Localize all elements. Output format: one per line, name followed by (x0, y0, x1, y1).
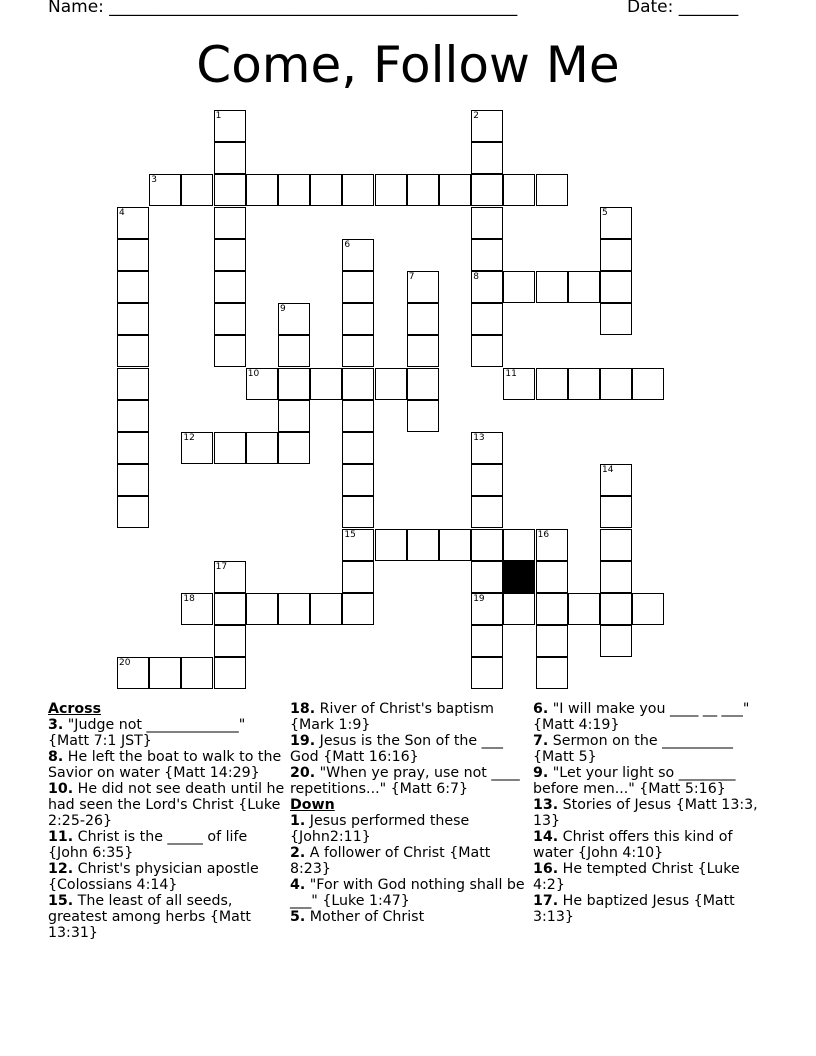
crossword-cell[interactable] (600, 303, 632, 335)
crossword-cell[interactable] (342, 593, 374, 625)
crossword-cell[interactable] (214, 303, 246, 335)
crossword-cell[interactable] (246, 368, 278, 400)
crossword-cell[interactable] (149, 174, 181, 206)
down-clue: 1. Jesus performed these {John2:11} (290, 813, 470, 845)
clue-number: 20 (119, 658, 131, 669)
down-heading: Down (290, 797, 335, 813)
crossword-cell[interactable] (117, 464, 149, 496)
across-clue: 11. Christ is the _____ of life {John 6:35} (48, 829, 248, 861)
clue-number: 11 (505, 368, 517, 379)
crossword-cell[interactable] (342, 529, 374, 561)
crossword-cell[interactable] (407, 271, 439, 303)
crossword-cell[interactable] (278, 593, 310, 625)
crossword-cell[interactable] (439, 529, 471, 561)
crossword-cell[interactable] (214, 174, 246, 206)
crossword-cell[interactable] (471, 174, 503, 206)
crossword-cell[interactable] (342, 335, 374, 367)
across-clue: 12. Christ's physician apostle {Colossians 4:14} (48, 861, 259, 893)
crossword-cell[interactable] (117, 271, 149, 303)
crossword-cell[interactable] (407, 303, 439, 335)
crossword-cell[interactable] (439, 174, 471, 206)
crossword-cell[interactable] (503, 593, 535, 625)
crossword-cell[interactable] (503, 271, 535, 303)
crossword-cell[interactable] (471, 464, 503, 496)
clue-number: 1 (215, 111, 222, 121)
down-clue: 6. "I will make you ____ __ ___" {Matt 4:19} (533, 701, 750, 733)
crossword-cell[interactable] (214, 593, 246, 625)
crossword-cell[interactable] (407, 174, 439, 206)
crossword-cell[interactable] (600, 239, 632, 271)
clues-column-1 (48, 701, 288, 941)
crossword-cell[interactable] (342, 464, 374, 496)
crossword-cell[interactable] (600, 593, 632, 625)
crossword-cell[interactable] (246, 432, 278, 464)
page-title: Come, Follow Me (196, 36, 620, 94)
crossword-cell[interactable] (600, 529, 632, 561)
blocked-cell (503, 561, 535, 593)
across-clue: 8. He left the boat to walk to the Savior on water {Matt 14:29} (48, 749, 282, 781)
down-clue: 17. He baptized Jesus {Matt 3:13} (533, 893, 735, 925)
crossword-cell[interactable] (600, 368, 632, 400)
crossword-cell[interactable] (342, 432, 374, 464)
clue-number: 16 (537, 529, 550, 540)
crossword-cell[interactable] (117, 303, 149, 335)
down-clue: 5. Mother of Christ (290, 909, 425, 925)
crossword-cell[interactable] (214, 271, 246, 303)
clue-number: 8 (473, 272, 479, 282)
down-clue: 9. "Let your light so ________ before men..." {Matt 5:16} (533, 765, 736, 797)
crossword-cell[interactable] (342, 271, 374, 303)
clue-number: 6 (344, 239, 351, 250)
crossword-cell[interactable] (536, 174, 568, 206)
crossword-cell[interactable] (310, 593, 342, 625)
crossword-cell[interactable] (117, 432, 149, 464)
crossword-cell[interactable] (536, 625, 568, 657)
crossword-cell[interactable] (278, 303, 310, 335)
crossword-cell[interactable] (568, 368, 600, 400)
down-clue: 16. He tempted Christ {Luke 4:2} (533, 861, 740, 893)
crossword-cell[interactable] (568, 593, 600, 625)
crossword-cell[interactable] (310, 368, 342, 400)
clues-column-3 (533, 701, 773, 925)
crossword-cell[interactable] (375, 529, 407, 561)
crossword-cell[interactable] (536, 271, 568, 303)
crossword-cell[interactable] (471, 593, 503, 625)
crossword-cell[interactable] (375, 174, 407, 206)
clue-number: 17 (215, 561, 228, 572)
crossword-cell[interactable] (117, 657, 149, 689)
crossword-cell[interactable] (214, 110, 246, 142)
crossword-cell[interactable] (600, 271, 632, 303)
crossword-cell[interactable] (600, 464, 632, 496)
crossword-cell[interactable] (600, 561, 632, 593)
date-field[interactable]: Date: _______ (627, 0, 739, 17)
crossword-cell[interactable] (600, 625, 632, 657)
clue-number: 4 (119, 207, 125, 218)
down-clue: 14. Christ offers this kind of water {John 4:10} (533, 829, 733, 861)
crossword-cell[interactable] (342, 496, 374, 528)
name-field[interactable]: Name: ________________________________________________ (48, 0, 518, 17)
crossword-cell[interactable] (375, 368, 407, 400)
crossword-cell[interactable] (342, 368, 374, 400)
clue-number: 14 (602, 465, 614, 476)
crossword-cell[interactable] (471, 432, 503, 464)
across-clue: 15. The least of all seeds, greatest among herbs {Matt 13:31} (48, 893, 251, 941)
clue-number: 13 (473, 433, 485, 443)
crossword-cell[interactable] (214, 657, 246, 689)
across-clue: 10. He did not see death until he had seen the Lord's Christ {Luke 2:25-26} (48, 781, 285, 829)
crossword-cell[interactable] (278, 174, 310, 206)
crossword-cell[interactable] (471, 271, 503, 303)
crossword-cell[interactable] (117, 400, 149, 432)
crossword-cell[interactable] (536, 561, 568, 593)
crossword-cell[interactable] (503, 174, 535, 206)
crossword-cell[interactable] (246, 174, 278, 206)
clue-number: 7 (408, 272, 415, 282)
crossword-cell[interactable] (214, 207, 246, 239)
crossword-cell[interactable] (214, 561, 246, 593)
crossword-cell[interactable] (278, 335, 310, 367)
crossword-cell[interactable] (600, 207, 632, 239)
crossword-cell[interactable] (471, 207, 503, 239)
crossword-cell[interactable] (214, 335, 246, 367)
clue-number: 18 (183, 594, 195, 604)
crossword-cell[interactable] (471, 657, 503, 689)
crossword-cell[interactable] (568, 271, 600, 303)
clue-number: 9 (280, 304, 286, 315)
crossword-cell[interactable] (600, 496, 632, 528)
across-clue: 19. Jesus is the Son of the ___ God {Matt 16:16} (290, 733, 503, 765)
crossword-cell[interactable] (471, 239, 503, 271)
crossword-cell[interactable] (342, 561, 374, 593)
crossword-cell[interactable] (471, 335, 503, 367)
crossword-cell[interactable] (214, 625, 246, 657)
crossword-cell[interactable] (503, 368, 535, 400)
crossword-cell[interactable] (246, 593, 278, 625)
crossword-cell[interactable] (471, 561, 503, 593)
crossword-cell[interactable] (407, 529, 439, 561)
down-clue: 2. A follower of Christ {Matt 8:23} (290, 845, 491, 877)
across-clue: 3. "Judge not _____________" {Matt 7:1 JST} (48, 717, 246, 749)
crossword-cell[interactable] (117, 335, 149, 367)
clue-number: 15 (344, 529, 356, 540)
clue-number: 5 (602, 207, 608, 218)
crossword-cell[interactable] (181, 657, 213, 689)
across-clue: 18. River of Christ's baptism {Mark 1:9} (290, 701, 494, 733)
crossword-cell[interactable] (407, 368, 439, 400)
clue-number: 10 (247, 368, 260, 379)
crossword-cell[interactable] (214, 239, 246, 271)
crossword-cell[interactable] (471, 529, 503, 561)
crossword-cell[interactable] (181, 174, 213, 206)
crossword-cell[interactable] (407, 400, 439, 432)
crossword-cell[interactable] (536, 657, 568, 689)
crossword-cell[interactable] (342, 303, 374, 335)
crossword-cell[interactable] (278, 368, 310, 400)
crossword-cell[interactable] (536, 368, 568, 400)
crossword-cell[interactable] (471, 303, 503, 335)
crossword-cell[interactable] (471, 625, 503, 657)
crossword-cell[interactable] (407, 335, 439, 367)
down-clue: 7. Sermon on the __________ {Matt 5} (533, 733, 734, 765)
crossword-cell[interactable] (278, 432, 310, 464)
crossword-cell[interactable] (471, 496, 503, 528)
crossword-cell[interactable] (310, 174, 342, 206)
down-clue: 4. "For with God nothing shall be ___" {Luke 1:47} (290, 877, 525, 909)
crossword-cell[interactable] (117, 239, 149, 271)
crossword-cell[interactable] (632, 593, 664, 625)
crossword-cell[interactable] (342, 400, 374, 432)
crossword-cell[interactable] (342, 174, 374, 206)
clue-number: 3 (151, 175, 157, 186)
clue-number: 19 (473, 594, 485, 604)
crossword-cell[interactable] (181, 593, 213, 625)
crossword-cell[interactable] (278, 400, 310, 432)
across-heading: Across (48, 701, 102, 717)
crossword-cell[interactable] (342, 239, 374, 271)
crossword-cell[interactable] (503, 529, 535, 561)
crossword-cell[interactable] (117, 207, 149, 239)
crossword-cell[interactable] (536, 593, 568, 625)
crossword-cell[interactable] (181, 432, 213, 464)
crossword-cell[interactable] (471, 110, 503, 142)
clue-number: 12 (183, 433, 195, 443)
crossword-cell[interactable] (117, 368, 149, 400)
across-clue: 20. "When ye pray, use not ____ repetitions..." {Matt 6:7} (290, 765, 520, 797)
crossword-cell[interactable] (149, 657, 181, 689)
crossword-cell[interactable] (214, 432, 246, 464)
crossword-cell[interactable] (632, 368, 664, 400)
crossword-cell[interactable] (536, 529, 568, 561)
crossword-cell[interactable] (117, 496, 149, 528)
clues-column-2 (290, 701, 530, 925)
clue-number: 2 (473, 111, 479, 121)
down-clue: 13. Stories of Jesus {Matt 13:3, 13} (533, 797, 758, 829)
crossword-cell[interactable] (214, 142, 246, 174)
crossword-cell[interactable] (471, 142, 503, 174)
